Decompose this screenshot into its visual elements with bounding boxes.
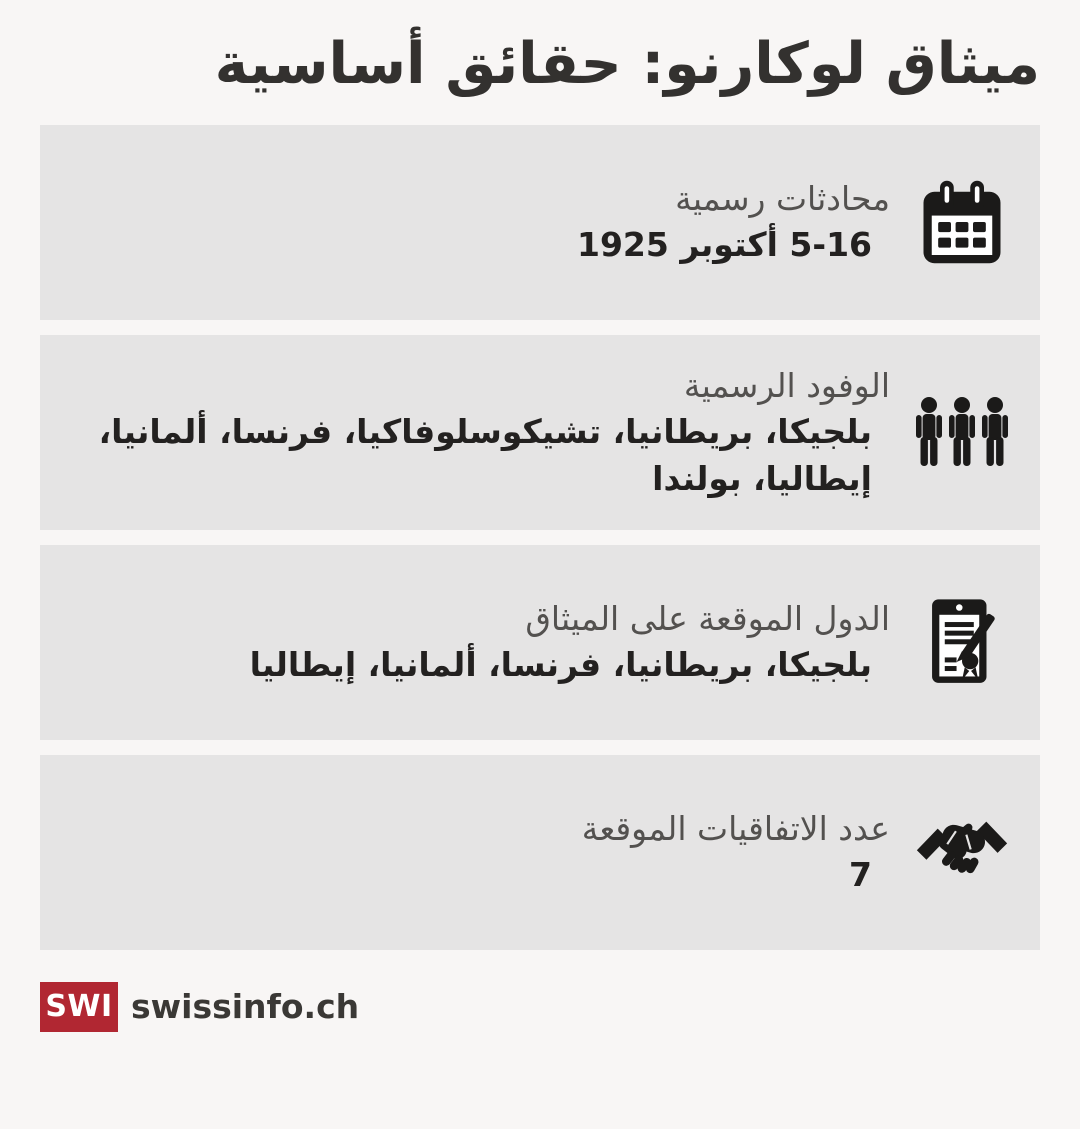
fact-card-delegations [40, 335, 1040, 530]
fact-text [72, 176, 890, 268]
swi-logo: SWI [40, 982, 118, 1032]
fact-value: بلجيكا، بريطانيا، فرنسا، ألمانيا، إيطاليا [249, 645, 872, 685]
fact-card-agreements [40, 755, 1040, 950]
fact-label: الدول الموقعة على الميثاق [525, 599, 890, 639]
delegates-icon [916, 397, 1008, 468]
fact-value: 7 [849, 855, 872, 895]
fact-label: الوفود الرسمية [683, 366, 890, 406]
fact-value: بلجيكا، بريطانيا، تشيكوسلوفاكيا، فرنسا، ألمانيا، إيطاليا، بولندا [98, 412, 872, 498]
fact-label: محادثات رسمية [675, 179, 890, 219]
fact-card-signatories [40, 545, 1040, 740]
calendar-icon [916, 177, 1008, 267]
fact-text [72, 806, 890, 898]
brand-name: swissinfo.ch [131, 987, 360, 1027]
fact-text [72, 596, 890, 688]
page-title: ميثاق لوكارنو: حقائق أساسية [214, 31, 1040, 97]
fact-value: 5-16 أكتوبر 1925 [576, 225, 872, 265]
handshake-icon [916, 812, 1008, 892]
fact-card-talks [40, 125, 1040, 320]
footer [40, 982, 1040, 1032]
signed-document-icon [916, 596, 1008, 688]
infographic [0, 28, 1080, 1032]
fact-label: عدد الاتفاقيات الموقعة [581, 809, 890, 849]
fact-text [72, 363, 890, 502]
